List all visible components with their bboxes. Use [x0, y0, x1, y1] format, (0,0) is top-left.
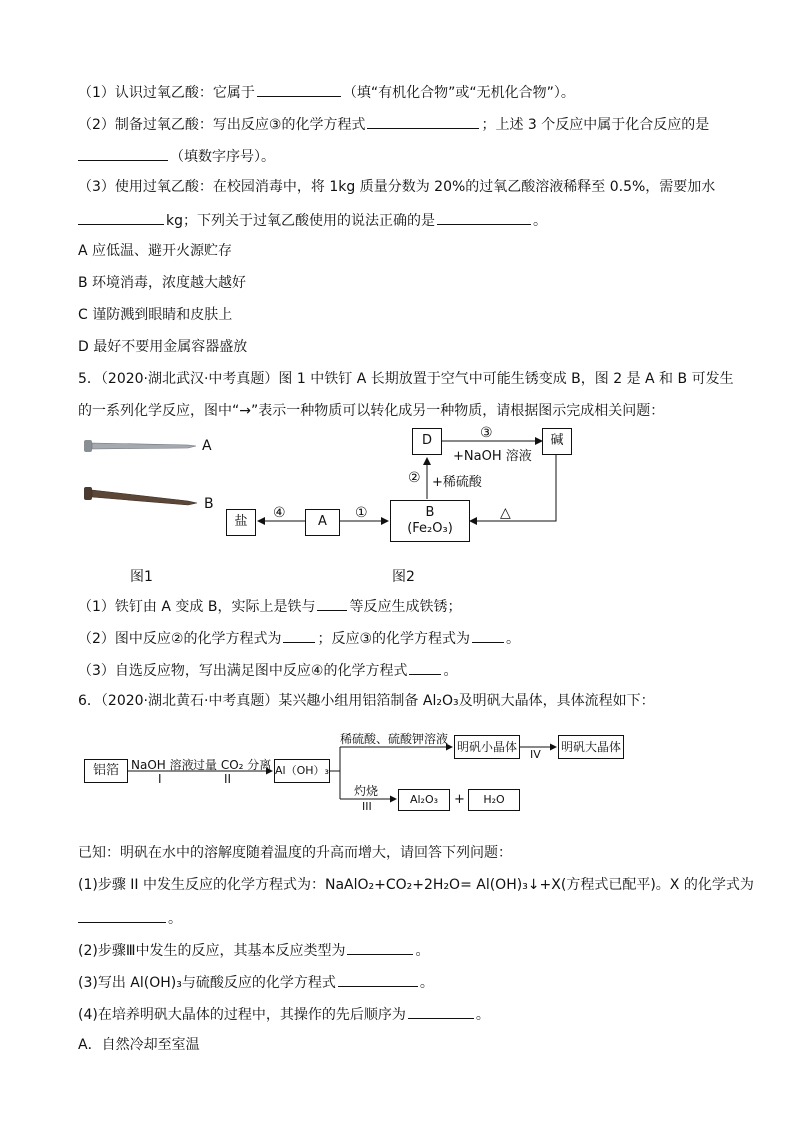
q5-part2-text-b: ；反应③的化学方程式为: [317, 631, 471, 647]
flow-plus: +: [454, 792, 465, 807]
node-a: A: [305, 509, 340, 536]
q5-title-line1: 5．（2020·湖北武汉·中考真题）图 1 中铁钉 A 长期放置于空气中可能生锈变成 B，图 2 是 A 和 B 可发生: [78, 371, 734, 387]
q6-part2-text-a: (2)步骤Ⅲ中发生的反应，其基本反应类型为: [78, 943, 346, 959]
flow-node-al2o3: Al₂O₃: [398, 789, 450, 811]
q4-part1-text-b: （填“有机化合物”或“无机化合物”）。: [342, 85, 575, 101]
q4-part1-blank[interactable]: [257, 82, 341, 97]
q5-part2-text-c: 。: [506, 631, 521, 647]
q5-part2-blank-1[interactable]: [283, 628, 315, 643]
q4-part3-text-c: 。: [533, 213, 547, 229]
flow-node-h2o: H₂O: [468, 789, 520, 811]
figure1-caption: 图1: [130, 569, 153, 585]
q5-part2: [78, 628, 520, 648]
node-b-formula: (Fe₂O₃): [407, 521, 453, 536]
q4-part2-text-c: （填数字序号）。: [170, 149, 275, 165]
q5-part1-text-a: （1）铁钉由 A 变成 B，实际上是铁与: [78, 599, 316, 615]
nail-b-image: [84, 487, 197, 505]
q5-part1-text-b: 等反应生成铁锈；: [349, 599, 462, 615]
q4-option-a: A 应低温、避开火源贮存: [78, 243, 233, 259]
nail-a-image: [84, 440, 196, 452]
q6-part3-blank[interactable]: [338, 972, 418, 987]
q4-part3: [78, 178, 715, 196]
q5-part2-blank-2[interactable]: [472, 628, 504, 643]
q5-part2-text-a: （2）图中反应②的化学方程式为: [78, 631, 282, 647]
flow-upper-reagent: 稀硫酸、硫酸钾溶液: [340, 732, 449, 746]
q4-part1-text-a: （1）认识过氧乙酸：它属于: [78, 85, 255, 101]
flow-node-large-crystal: 明矾大晶体: [558, 735, 624, 759]
q6-option-a: A．自然冷却至室温: [78, 1037, 200, 1053]
node-salt: 盐: [226, 509, 256, 536]
flow-node-foil: 铝箔: [84, 759, 128, 783]
flow-step4-label: IV: [530, 748, 541, 761]
q5-part3-text-b: 。: [443, 663, 458, 679]
q4-part2-text-b: ；上述 3 个反应中属于化合反应的是: [481, 117, 710, 133]
q6-part4-blank[interactable]: [408, 1004, 474, 1019]
flow-step3-label: III: [362, 800, 372, 813]
q6-part4-text-a: (4)在培养明矾大晶体的过程中，其操作的先后顺序为: [78, 1007, 406, 1023]
q6-part1-text-b: 。: [168, 911, 182, 927]
figure2-caption: 图2: [392, 569, 415, 585]
q6-part3-text-a: (3)写出 Al(OH)₃与硫酸反应的化学方程式: [78, 975, 336, 991]
q4-part2-text-a: （2）制备过氧乙酸：写出反应③的化学方程式: [78, 117, 366, 133]
heat-symbol: △: [500, 505, 511, 521]
q6-part2-text-b: 。: [415, 943, 430, 959]
reaction-1-number: ①: [355, 505, 368, 521]
reaction-3-number: ③: [480, 425, 493, 441]
q4-part2: [78, 114, 709, 134]
q4-option-c: C 谨防溅到眼睛和皮肤上: [78, 307, 233, 323]
q4-part3-text-a: （3）使用过氧乙酸：在校园消毒中，将 1kg 质量分数为 20%的过氧乙酸溶液稀释至 0.5%，需要加水: [78, 179, 716, 195]
q6-part4: [78, 1004, 490, 1024]
reaction-3-reagent: +NaOH 溶液: [453, 449, 532, 464]
q6-title: 6．（2020·湖北黄石·中考真题）某兴趣小组用铝箔制备 Al₂O₃及明矾大晶体，具体流程如下：: [78, 693, 655, 709]
q6-part1-blank[interactable]: [78, 908, 166, 923]
q4-part3-blank-1[interactable]: [78, 210, 164, 225]
node-base: 碱: [542, 428, 572, 455]
nail-b-label: B: [204, 496, 214, 512]
q4-part2-blank-1[interactable]: [367, 114, 479, 129]
reaction-4-number: ④: [273, 505, 286, 521]
q6-part2: [78, 940, 429, 960]
node-b-fe2o3: [390, 500, 470, 542]
q4-part1: [78, 82, 575, 102]
q6-part2-blank[interactable]: [347, 940, 413, 955]
flow-node-small-crystal: 明矾小晶体: [454, 735, 520, 759]
q4-option-d: D 最好不要用金属容器盛放: [78, 339, 248, 355]
q4-part3-cont: [78, 210, 547, 230]
q6-known: 已知：明矾在水中的溶解度随着温度的升高而增大，请回答下列问题：: [78, 845, 512, 861]
flow-step1-reagent: NaOH 溶液: [131, 758, 194, 772]
flow-step2-reagent: 过量 CO₂ 分离: [193, 758, 272, 772]
q5-part1: [78, 596, 461, 616]
q6-part1: (1)步骤 II 中发生反应的化学方程式为：NaAlO₂+CO₂+2H₂O= Al(OH)₃↓+X(方程式已配平)。X 的化学式为: [78, 877, 754, 893]
q4-part2-blank-2[interactable]: [78, 146, 168, 161]
reaction-2-number: ②: [408, 470, 421, 486]
nail-a-label: A: [202, 438, 212, 454]
q4-option-b: B 环境消毒，浓度越大越好: [78, 275, 247, 291]
q5-part1-blank[interactable]: [317, 596, 347, 611]
q6-part4-text-b: 。: [475, 1007, 490, 1023]
q5-part3: [78, 660, 457, 680]
q6-part3: [78, 972, 434, 992]
q6-part1-cont: [78, 908, 182, 928]
flow-step2-label: II: [224, 772, 232, 786]
q4-part3-text-b: kg；下列关于过氧乙酸使用的说法正确的是: [166, 213, 435, 229]
flow-node-aloh3: Al（OH）₃: [274, 759, 330, 783]
q4-part2-cont: [78, 146, 275, 166]
flow-step1-label: I: [158, 772, 162, 786]
q5-part3-blank[interactable]: [409, 660, 441, 675]
q5-part3-text-a: （3）自选反应物，写出满足图中反应④的化学方程式: [78, 663, 408, 679]
q6-part3-text-b: 。: [419, 975, 434, 991]
q4-part3-blank-2[interactable]: [437, 210, 531, 225]
q5-title-line2: 的一系列化学反应，图中“→”表示一种物质可以转化成另一种物质，请根据图示完成相关问题：: [78, 403, 665, 419]
node-d: D: [412, 428, 442, 455]
reaction-2-reagent: +稀硫酸: [432, 475, 482, 490]
flow-burn-reagent: 灼烧: [354, 784, 379, 798]
node-b-label: B: [425, 504, 435, 520]
